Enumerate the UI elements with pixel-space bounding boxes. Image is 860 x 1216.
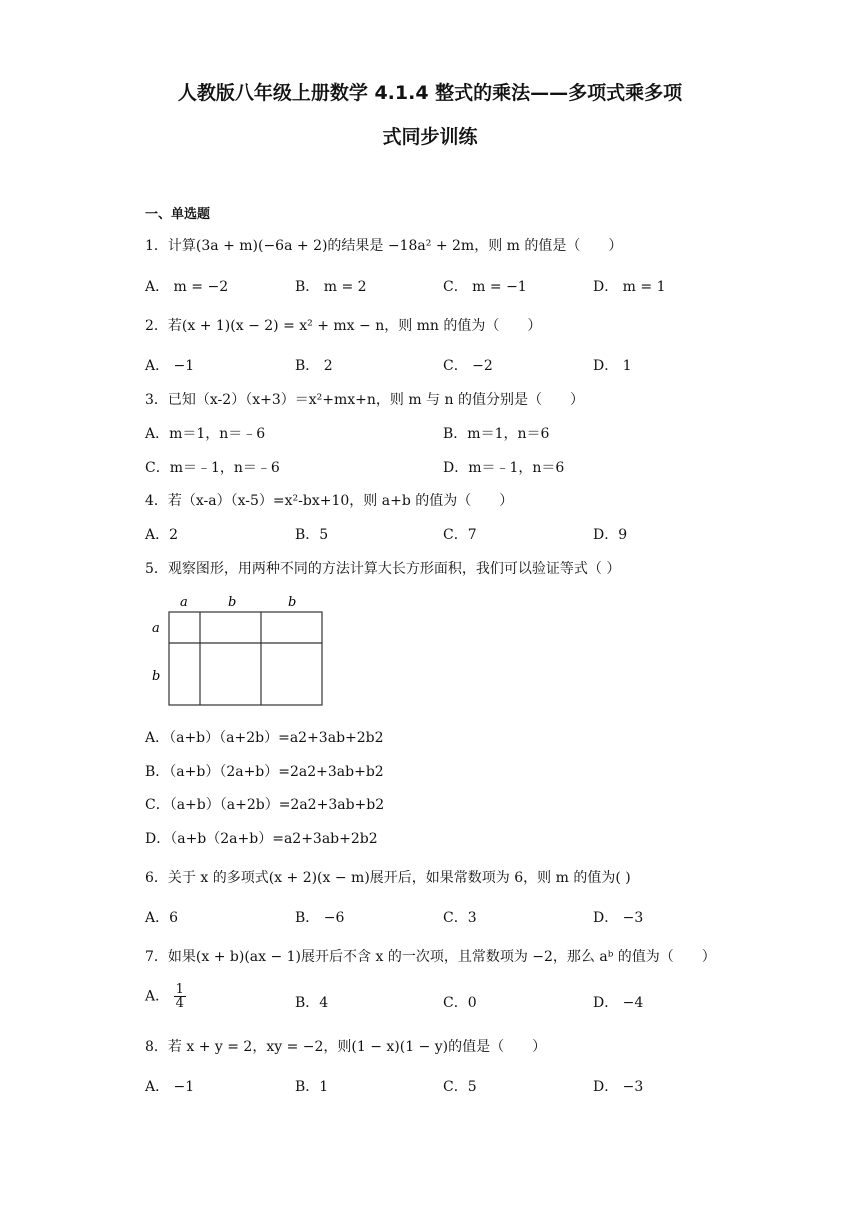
q8-option-d: D． −3 [593, 1079, 644, 1095]
q2-option-d: D． 1 [593, 358, 632, 374]
q3-option-d: D．m＝﹣1，n＝6 [443, 460, 565, 476]
document-title-line1: 人教版八年级上册数学 4.1.4 整式的乘法——多项式乘多项 [177, 82, 683, 104]
q1-option-d: D． m = 1 [593, 279, 666, 295]
q5-option-b: B．（a+b）（2a+b）=2a2+3ab+b2 [145, 764, 384, 780]
figure-top-label-b2: b [288, 595, 297, 610]
question-8-stem: 8．若 x + y = 2，xy = −2，则(1 − x)(1 − y)的值是（ ） [145, 1039, 547, 1055]
rectangle-area-figure [148, 592, 333, 710]
q3-option-a: A．m＝1，n＝﹣6 [145, 426, 266, 442]
q4-option-c: C．7 [443, 527, 477, 543]
question-5-stem: 5．观察图形，用两种不同的方法计算大长方形面积，我们可以验证等式（ ） [145, 561, 621, 577]
figure-side-label-b: b [152, 669, 161, 684]
q1-option-c: C． m = −1 [443, 279, 527, 295]
q4-option-d: D．9 [593, 527, 628, 543]
section-heading: 一、单选题 [145, 207, 211, 222]
q1-option-a: A． m = −2 [145, 279, 229, 295]
q7-option-c: C．0 [443, 995, 477, 1011]
q8-option-b: B．1 [295, 1079, 329, 1095]
q2-option-b: B． 2 [295, 358, 333, 374]
q7-option-d: D． −4 [593, 995, 644, 1011]
q3-option-b: B．m＝1，n＝6 [443, 426, 550, 442]
figure-top-label-b1: b [228, 595, 237, 610]
q6-option-a: A．6 [145, 910, 179, 926]
q8-option-c: C．5 [443, 1079, 477, 1095]
figure-outer-rect [169, 612, 322, 705]
q8-option-a: A． −1 [145, 1079, 195, 1095]
q5-option-a: A．（a+b）（a+2b）=a2+3ab+2b2 [145, 730, 384, 746]
q1-option-b: B． m = 2 [295, 279, 367, 295]
q2-option-a: A． −1 [145, 358, 195, 374]
q4-option-a: A．2 [145, 527, 179, 543]
q7-option-a-fraction [174, 983, 186, 1010]
q7-option-a-label: A． [145, 988, 170, 1005]
question-2-stem: 2．若(x + 1)(x − 2) = x² + mx − n，则 mn 的值为（ ） [145, 318, 542, 334]
q2-option-c: C． −2 [443, 358, 493, 374]
q6-option-c: C．3 [443, 910, 477, 926]
question-6-stem: 6．关于 x 的多项式(x + 2)(x − m)展开后，如果常数项为 6，则 m 的值为( ) [145, 870, 631, 886]
document-title-line2: 式同步训练 [382, 126, 478, 148]
q4-option-b: B．5 [295, 527, 329, 543]
q7-option-a [145, 983, 186, 1010]
question-3-stem: 3．已知（x-2）（x+3）＝x²+mx+n，则 m 与 n 的值分别是（ ） [145, 392, 584, 408]
figure-top-label-a: a [180, 595, 188, 610]
q5-option-c: C．（a+b）（a+2b）=2a2+3ab+b2 [145, 797, 385, 813]
question-1-stem: 1．计算(3a + m)(−6a + 2)的结果是 −18a² + 2m，则 m 的值是（ ） [145, 238, 623, 254]
q5-option-d: D．（a+b（2a+b）=a2+3ab+2b2 [145, 831, 378, 847]
q7-option-b: B．4 [295, 995, 329, 1011]
fraction-denominator: 4 [175, 996, 184, 1011]
question-4-stem: 4．若（x-a）（x-5）=x²-bx+10，则 a+b 的值为（ ） [145, 493, 514, 509]
figure-side-label-a: a [152, 621, 160, 636]
question-7-stem: 7．如果(x + b)(ax − 1)展开后不含 x 的一次项，且常数项为 −2，那么 aᵇ 的值为（ ） [145, 949, 716, 965]
fraction-numerator: 1 [175, 982, 184, 997]
q6-option-d: D． −3 [593, 910, 644, 926]
q3-option-c: C．m＝﹣1，n＝﹣6 [145, 460, 280, 476]
q6-option-b: B． −6 [295, 910, 345, 926]
